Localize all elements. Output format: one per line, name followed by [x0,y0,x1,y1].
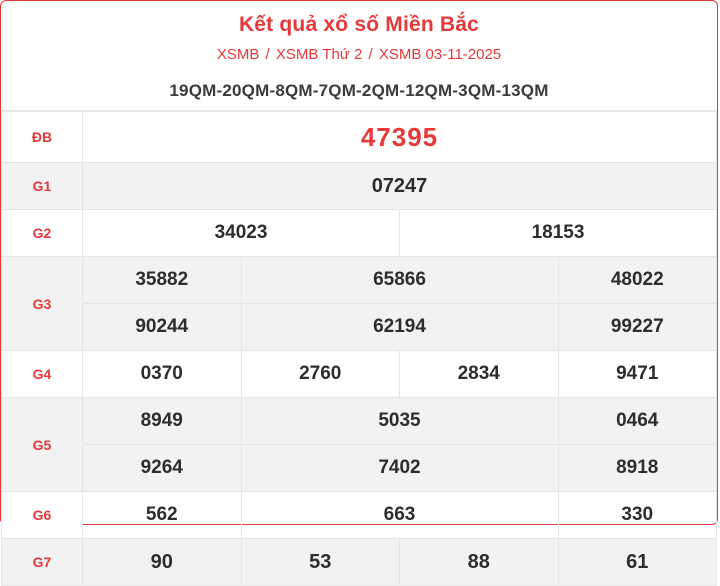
breadcrumb-item-xsmb[interactable]: XSMB [216,46,260,63]
table-row-g5-part2 [2,445,717,492]
prize-value-g5-4: 9264 [83,445,242,492]
prize-value-g7-3: 88 [400,539,559,586]
table-row-db [2,112,717,163]
table-row-g4 [2,351,717,398]
table-row-g1 [2,163,717,210]
prize-value-g2-2: 18153 [400,210,717,257]
prize-value-g7-2: 53 [241,539,400,586]
results-table [1,111,717,586]
prize-label-g3: G3 [2,257,83,351]
table-row-g6 [2,492,717,539]
breadcrumb-item-weekday[interactable]: XSMB Thứ 2 [275,46,363,63]
prize-label-g4: G4 [2,351,83,398]
prize-label-g6: G6 [2,492,83,539]
prize-value-g5-1: 8949 [83,398,242,445]
card-header [1,1,717,72]
prize-value-g3-5: 62194 [241,304,558,351]
prize-label-g1: G1 [2,163,83,210]
table-row-g5-part1 [2,398,717,445]
breadcrumb [11,44,707,66]
table-row-g3-part2 [2,304,717,351]
prize-value-g6-1: 562 [83,492,242,539]
page-title: Kết quả xổ số Miền Bắc [238,13,480,36]
prize-value-g3-6: 99227 [558,304,717,351]
prize-value-g5-2: 5035 [241,398,558,445]
prize-value-g1-1: 07247 [83,163,717,210]
prize-label-db: ĐB [2,112,83,163]
prize-value-g6-3: 330 [558,492,717,539]
prize-value-g2-1: 34023 [83,210,400,257]
breadcrumb-item-date[interactable]: XSMB 03-11-2025 [378,46,502,63]
prize-label-g5: G5 [2,398,83,492]
prize-value-g5-6: 8918 [558,445,717,492]
prize-label-g2: G2 [2,210,83,257]
table-row-g2 [2,210,717,257]
prize-value-g4-3: 2834 [400,351,559,398]
prize-value-g4-2: 2760 [241,351,400,398]
prize-value-g6-2: 663 [241,492,558,539]
table-row-g3-part1 [2,257,717,304]
prize-value-g5-5: 7402 [241,445,558,492]
prize-value-g7-4: 61 [558,539,717,586]
prize-value-db-1: 47395 [83,112,717,163]
prize-value-g7-1: 90 [83,539,242,586]
prize-value-g5-3: 0464 [558,398,717,445]
lottery-codes-line: 19QM-20QM-8QM-7QM-2QM-12QM-3QM-13QM [1,72,717,111]
prize-label-g7: G7 [2,539,83,586]
prize-value-g3-2: 65866 [241,257,558,304]
prize-value-g4-4: 9471 [558,351,717,398]
prize-value-g3-3: 48022 [558,257,717,304]
prize-value-g3-1: 35882 [83,257,242,304]
breadcrumb-separator: / [368,46,373,63]
table-row-g7 [2,539,717,586]
prize-value-g4-1: 0370 [83,351,242,398]
prize-value-g3-4: 90244 [83,304,242,351]
breadcrumb-separator: / [265,46,270,63]
